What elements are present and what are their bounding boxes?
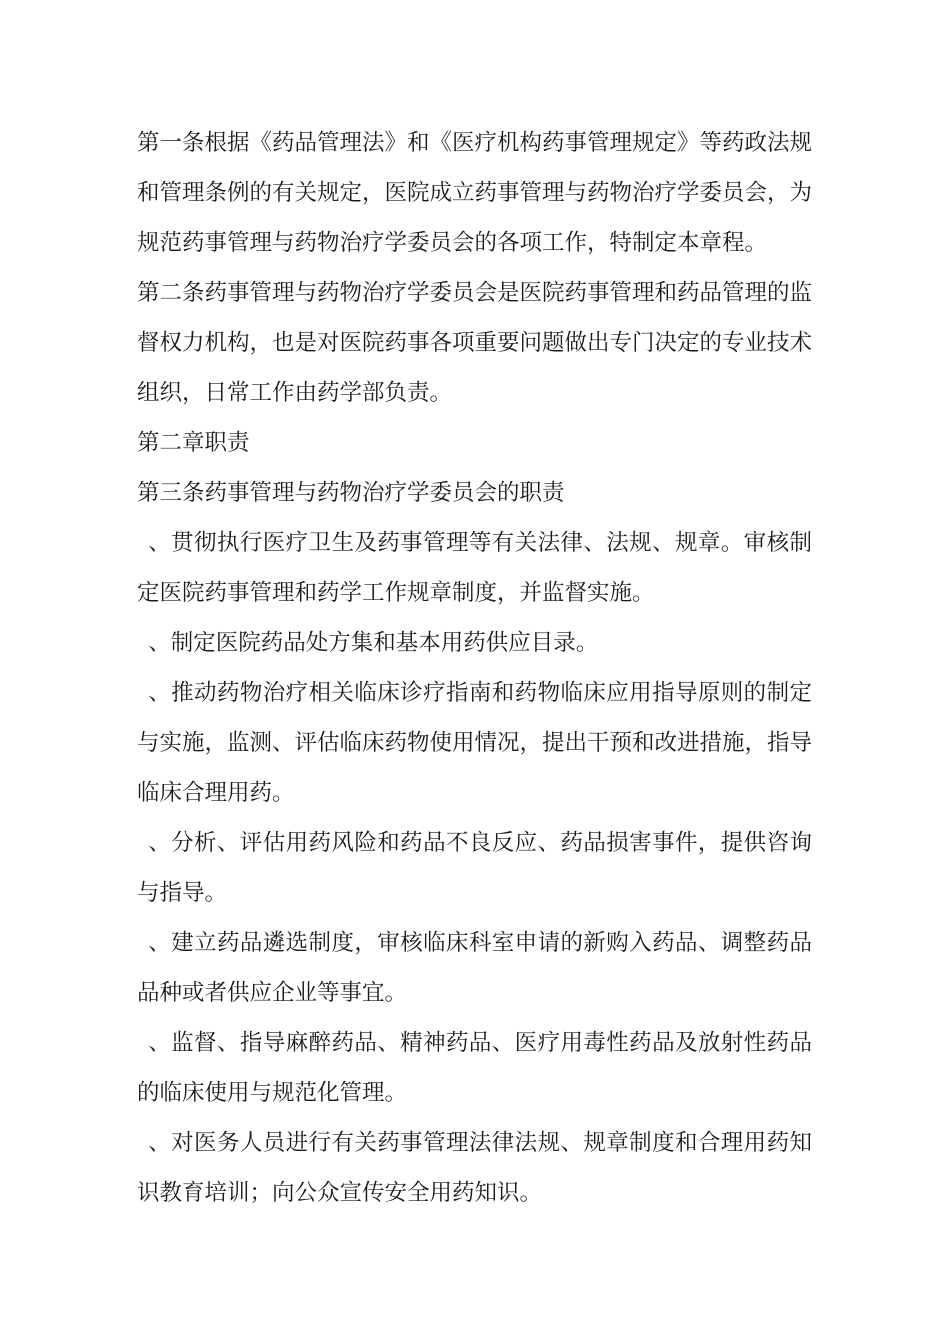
article-1-paragraph: 第一条根据《药品管理法》和《医疗机构药事管理规定》等药政法规和管理条例的有关规定，医院成立药事管理与药物治疗学委员会，为规范药事管理与药物治疗学委员会的各项工作，特制定本章程。: [137, 130, 813, 256]
document-body: [137, 118, 812, 1218]
duty-item-6: 、监督、指导麻醉药品、精神药品、医疗用毒性药品及放射性药品的临床使用与规范化管理。: [137, 1030, 812, 1106]
duty-item-5: 、建立药品遴选制度，审核临床科室申请的新购入药品、调整药品品种或者供应企业等事宜。: [137, 930, 812, 1006]
article-2-paragraph: 第二条药事管理与药物治疗学委员会是医院药事管理和药品管理的监督权力机构，也是对医院药事各项重要问题做出专门决定的专业技术组织，日常工作由药学部负责。: [137, 280, 813, 406]
article-3-paragraph: 第三条药事管理与药物治疗学委员会的职责: [137, 480, 565, 506]
duty-item-4: 、分析、评估用药风险和药品不良反应、药品损害事件，提供咨询与指导。: [137, 830, 812, 906]
chapter-2-heading: 第二章职责: [137, 430, 250, 456]
duty-item-2: 、制定医院药品处方集和基本用药供应目录。: [148, 630, 599, 656]
duty-item-1: 、贯彻执行医疗卫生及药事管理等有关法律、法规、规章。审核制定医院药事管理和药学工作规章制度，并监督实施。: [137, 530, 812, 606]
duty-item-7: 、对医务人员进行有关药事管理法律法规、规章制度和合理用药知识教育培训；向公众宣传安全用药知识。: [137, 1130, 812, 1206]
duty-item-3: 、推动药物治疗相关临床诊疗指南和药物临床应用指导原则的制定与实施，监测、评估临床药物使用情况，提出干预和改进措施，指导临床合理用药。: [137, 680, 813, 806]
